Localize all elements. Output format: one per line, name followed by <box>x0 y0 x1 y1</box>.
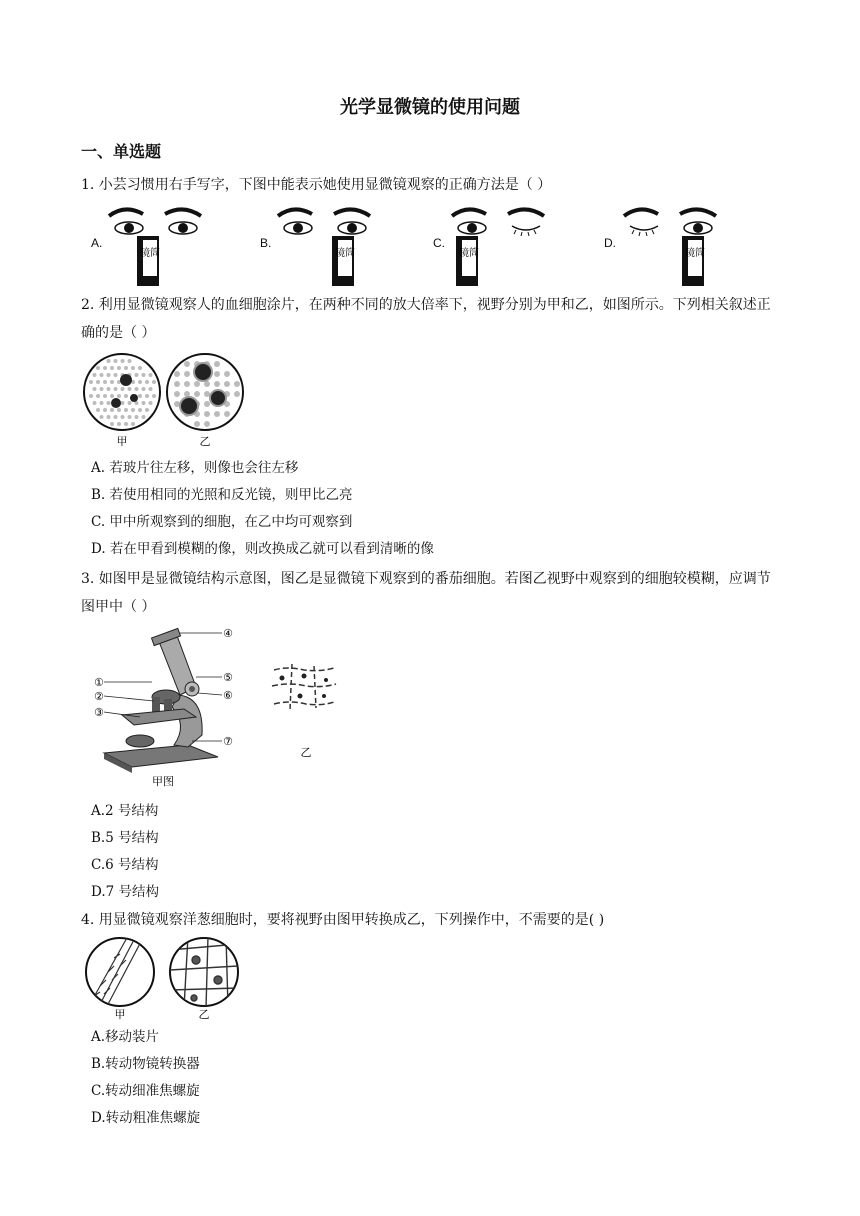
blood-cell-dot <box>121 401 125 405</box>
blood-cell-dot <box>214 381 220 387</box>
blood-cell-dot <box>107 359 111 363</box>
q2-option-a: A. 若玻片往左移，则像也会往左移 <box>91 460 299 476</box>
q1-option-d-label: D. <box>604 236 616 250</box>
blood-cell-dot <box>145 380 149 384</box>
blood-cell-dot <box>149 387 153 391</box>
blood-cell-dot <box>184 371 190 377</box>
q4-caption-yi: 乙 <box>198 1008 210 1021</box>
blood-cell-dot <box>124 408 128 412</box>
blood-cell-dot <box>131 366 135 370</box>
blood-cell-dot <box>96 380 100 384</box>
blood-cell-dot <box>100 387 104 391</box>
question-1-stem: 1. 小芸习惯用右手写字，下图中能表示她使用显微镜观察的正确方法是（ ） <box>81 177 552 193</box>
blood-cell-dot <box>107 387 111 391</box>
blood-cell-dot <box>174 381 180 387</box>
blood-cell-dot <box>96 394 100 398</box>
blood-cell-dot <box>121 387 125 391</box>
blood-cell-dot <box>142 387 146 391</box>
blood-cell-dot <box>204 391 210 397</box>
q1-figure-d <box>618 200 728 286</box>
blood-cell-dot <box>214 361 220 367</box>
blood-cell-dot <box>117 408 121 412</box>
blood-cell-dot <box>204 411 210 417</box>
blood-cell-dot <box>128 415 132 419</box>
blood-cell-dot <box>145 408 149 412</box>
blood-cell-dot <box>103 408 107 412</box>
q3-cell-figure <box>268 658 340 762</box>
blood-cell-dot <box>145 394 149 398</box>
blood-cell-dot <box>224 371 230 377</box>
blood-cell-dot <box>142 401 146 405</box>
blood-cell-dot <box>174 391 180 397</box>
blood-cell-dot <box>128 401 132 405</box>
q2-option-b: B. 若使用相同的光照和反光镜，则甲比乙亮 <box>91 487 353 503</box>
blood-cell-dot <box>124 422 128 426</box>
q3-option-a: A.2 号结构 <box>91 803 159 819</box>
q1-tube-text-c: 镜筒 <box>459 248 479 259</box>
blood-cell-dot <box>93 387 97 391</box>
blood-cell-dot <box>107 401 111 405</box>
blood-cell-dot <box>138 394 142 398</box>
blood-cell-dot <box>121 359 125 363</box>
blood-cell-dot <box>110 408 114 412</box>
page-title: 光学显微镜的使用问题 <box>340 97 520 118</box>
marker-7: ⑦ <box>223 735 233 748</box>
blood-cell-dot <box>174 371 180 377</box>
blood-cell-dot <box>135 373 139 377</box>
blood-cell-dot <box>184 381 190 387</box>
blood-cell-dot <box>107 415 111 419</box>
blood-cell-dot <box>204 381 210 387</box>
blood-cell-dot <box>114 387 118 391</box>
blood-cell-dot <box>214 411 220 417</box>
blood-cell-dot <box>114 415 118 419</box>
q1-option-b-label: B. <box>260 236 272 250</box>
blood-cell-dot <box>103 366 107 370</box>
blood-cell-dot <box>117 394 121 398</box>
q4-figure <box>84 936 244 1022</box>
q1-tube-text-a: 镜筒 <box>140 248 160 259</box>
q4-option-b: B.转动物镜转换器 <box>91 1056 200 1072</box>
blood-cell-dot <box>117 422 121 426</box>
marker-5: ⑤ <box>223 671 233 684</box>
q3-microscope-figure <box>92 625 242 790</box>
blood-cell-dot <box>121 415 125 419</box>
marker-4: ④ <box>223 627 233 640</box>
blood-cell-dot <box>107 373 111 377</box>
q2-caption-jia: 甲 <box>116 435 128 448</box>
blood-cell-dot <box>124 366 128 370</box>
question-4-stem: 4. 用显微镜观察洋葱细胞时，要将视野由图甲转换成乙，下列操作中，不需要的是( ) <box>81 912 605 928</box>
blood-cell-dot <box>149 401 153 405</box>
q4-option-a: A.移动装片 <box>91 1029 160 1045</box>
blood-cell-dot <box>114 359 118 363</box>
blood-cell-dot <box>138 408 142 412</box>
blood-cell-dot <box>114 373 118 377</box>
q3-caption-jia: 甲图 <box>152 775 174 788</box>
blood-cell-dot <box>224 381 230 387</box>
blood-cell-dot <box>152 380 156 384</box>
blood-cell-dot <box>138 380 142 384</box>
blood-cell-dot <box>100 415 104 419</box>
q1-tube-text-b: 镜筒 <box>335 248 355 259</box>
marker-3: ③ <box>94 706 104 719</box>
question-2-stem: 2. 利用显微镜观察人的血细胞涂片，在两种不同的放大倍率下，视野分别为甲和乙，如图所示。下列相关叙述正确的是（ ） <box>81 297 771 341</box>
blood-cell-dot <box>110 422 114 426</box>
blood-cell-dot <box>103 394 107 398</box>
marker-2: ② <box>94 690 104 703</box>
q3-option-b: B.5 号结构 <box>91 830 159 846</box>
blood-cell-dot <box>93 373 97 377</box>
blood-cell-dot <box>204 421 210 427</box>
blood-cell-dot <box>110 366 114 370</box>
section-heading: 一、单选题 <box>81 142 162 161</box>
marker-6: ⑥ <box>223 689 233 702</box>
marker-1: ① <box>94 676 104 689</box>
blood-cell-dot <box>138 366 142 370</box>
blood-cell-dot <box>214 371 220 377</box>
q2-figure <box>82 352 246 450</box>
blood-cell-dot <box>117 366 121 370</box>
blood-cell-dot <box>128 359 132 363</box>
q1-option-a-label: A. <box>91 236 103 250</box>
blood-cell-dot <box>110 394 114 398</box>
blood-cell-dot <box>142 415 146 419</box>
q3-option-d: D.7 号结构 <box>91 884 160 900</box>
blood-cell-dot <box>194 391 200 397</box>
blood-cell-dot <box>184 361 190 367</box>
blood-cell-dot <box>152 394 156 398</box>
blood-cell-dot <box>135 415 139 419</box>
blood-cell-dot <box>89 394 93 398</box>
blood-cell-dot <box>194 381 200 387</box>
blood-cell-dot <box>204 401 210 407</box>
blood-cell-dot <box>194 421 200 427</box>
blood-cell-dot <box>131 422 135 426</box>
blood-cell-dot <box>96 408 100 412</box>
q4-caption-jia: 甲 <box>114 1008 126 1021</box>
q2-option-c: C. 甲中所观察到的细胞，在乙中均可观察到 <box>91 514 353 530</box>
blood-cell-dot <box>234 391 240 397</box>
q1-figure-c <box>446 200 556 286</box>
q1-tube-text-d: 镜筒 <box>685 248 705 259</box>
blood-cell-dot <box>149 373 153 377</box>
q4-option-d: D.转动粗准焦螺旋 <box>91 1110 201 1126</box>
blood-cell-dot <box>103 380 107 384</box>
q3-option-c: C.6 号结构 <box>91 857 159 873</box>
blood-cell-dot <box>100 373 104 377</box>
q2-caption-yi: 乙 <box>199 435 211 448</box>
blood-cell-dot <box>93 401 97 405</box>
blood-cell-dot <box>124 394 128 398</box>
q3-caption-yi: 乙 <box>300 746 312 759</box>
blood-cell-dot <box>96 366 100 370</box>
q1-figure-a <box>103 200 213 286</box>
q2-option-d: D. 若在甲看到模糊的像，则改换成乙就可以看到清晰的像 <box>91 541 434 557</box>
blood-cell-dot <box>234 381 240 387</box>
q1-option-c-label: C. <box>433 236 445 250</box>
blood-cell-dot <box>89 380 93 384</box>
blood-cell-dot <box>100 401 104 405</box>
blood-cell-dot <box>128 387 132 391</box>
blood-cell-dot <box>142 373 146 377</box>
q4-option-c: C.转动细准焦螺旋 <box>91 1083 200 1099</box>
q1-figure-b <box>272 200 382 286</box>
question-3-stem: 3. 如图甲是显微镜结构示意图，图乙是显微镜下观察到的番茄细胞。若图乙视野中观察到的细胞较模糊，应调节图甲中（ ） <box>81 571 771 615</box>
blood-cell-dot <box>224 411 230 417</box>
blood-cell-dot <box>110 380 114 384</box>
blood-cell-dot <box>131 408 135 412</box>
blood-cell-dot <box>135 387 139 391</box>
